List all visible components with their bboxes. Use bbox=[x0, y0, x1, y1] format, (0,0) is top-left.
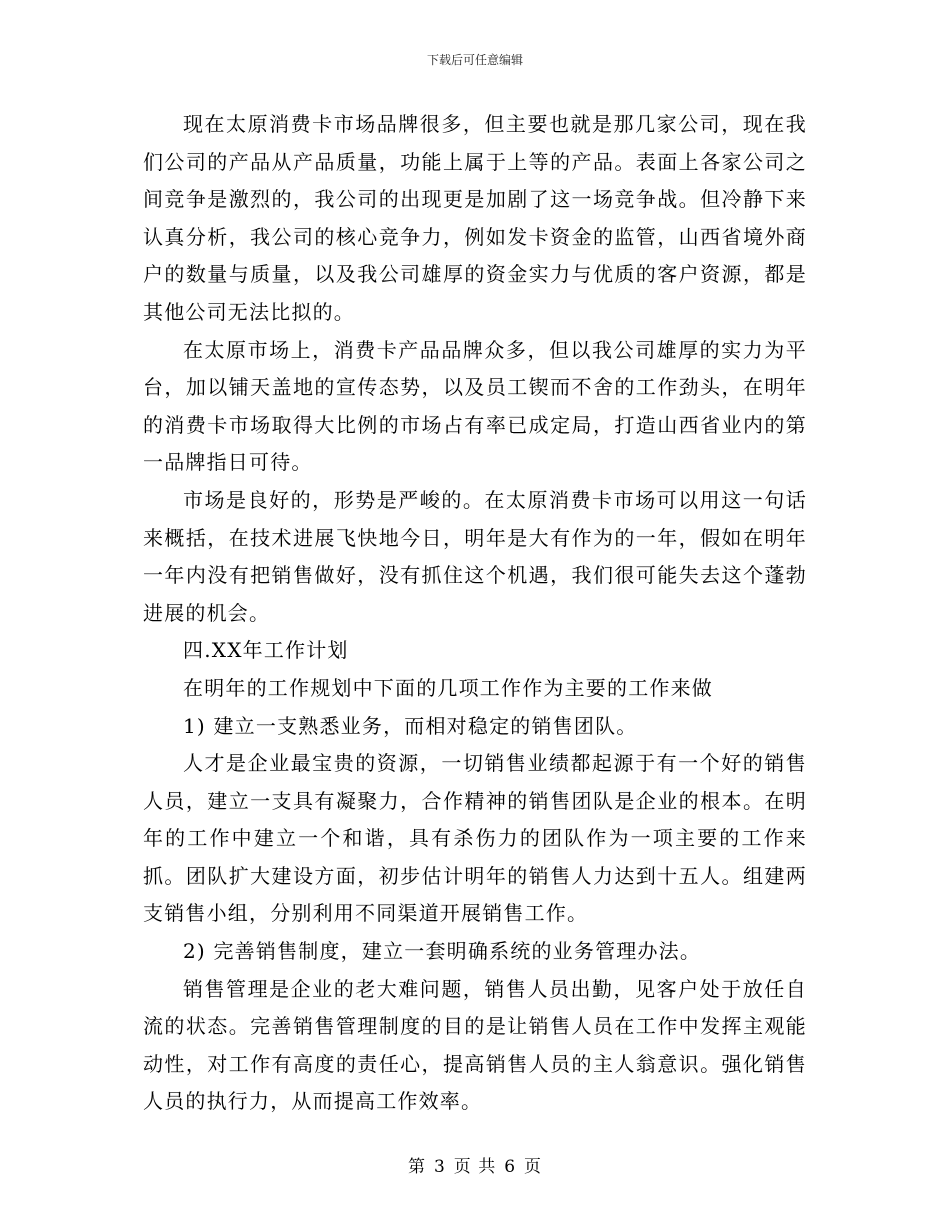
page-footer bbox=[0, 1156, 950, 1178]
page-header bbox=[0, 52, 950, 68]
paragraph-market-situation: 市场是良好的，形势是严峻的。在太原消费卡市场可以用这一句话来概括，在技术进展飞快地今日，明年是大有作为的一年，假如在明年一年内没有把销售做好，没有抓住这个机遇，我们很可能失去这个蓬勃进展的机会。 bbox=[143, 487, 807, 625]
document-body bbox=[143, 106, 807, 1121]
footer-mid: 页 共 bbox=[453, 1157, 497, 1177]
paragraph-taiyuan-market: 在太原市场上，消费卡产品品牌众多，但以我公司雄厚的实力为平台，加以铺天盖地的宣传态势，以及员工锲而不舍的工作劲头，在明年的消费卡市场取得大比例的市场占有率已成定局，打造山西省业内的第一品牌指日可待。 bbox=[143, 337, 807, 475]
footer-prefix: 第 bbox=[407, 1157, 426, 1177]
paragraph-sales-team: 人才是企业最宝贵的资源，一切销售业绩都起源于有一个好的销售人员，建立一支具有凝聚力，合作精神的销售团队是企业的根本。在明年的工作中建立一个和谐，具有杀伤力的团队作为一项主要的工作来抓。团队扩大建设方面，初步估计明年的销售人力达到十五人。组建两支销售小组，分别利用不同渠道开展销售工作。 bbox=[143, 751, 807, 926]
footer-total-pages: 6 bbox=[504, 1157, 517, 1177]
paragraph-sales-management: 销售管理是企业的老大难问题，销售人员出勤，见客户处于放任自流的状态。完善销售管理制度的目的是让销售人员在工作中发挥主观能动性，对工作有高度的责任心，提高销售人员的主人翁意识。强化销售人员的执行力，从而提高工作效率。 bbox=[143, 976, 807, 1114]
header-note: 下载后可任意编辑 bbox=[426, 53, 523, 67]
paragraph-market-brands: 现在太原消费卡市场品牌很多，但主要也就是那几家公司，现在我们公司的产品从产品质量，功能上属于上等的产品。表面上各家公司之间竞争是激烈的，我公司的出现更是加剧了这一场竞争战。但冷静下来认真分析，我公司的核心竞争力，例如发卡资金的监管，山西省境外商户的数量与质量，以及我公司雄厚的资金实力与优质的客户资源，都是其他公司无法比拟的。 bbox=[143, 112, 807, 324]
list-item-1-heading: 1) 建立一支熟悉业务，而相对稳定的销售团队。 bbox=[183, 713, 638, 738]
footer-page-number: 3 bbox=[433, 1157, 446, 1177]
list-item-2-heading: 2) 完善销售制度，建立一套明确系统的业务管理办法。 bbox=[183, 939, 702, 964]
section-heading-work-plan: 四.XX年工作计划 bbox=[183, 638, 349, 663]
paragraph-plan-intro: 在明年的工作规划中下面的几项工作作为主要的工作来做 bbox=[183, 675, 713, 700]
footer-suffix: 页 bbox=[524, 1157, 543, 1177]
